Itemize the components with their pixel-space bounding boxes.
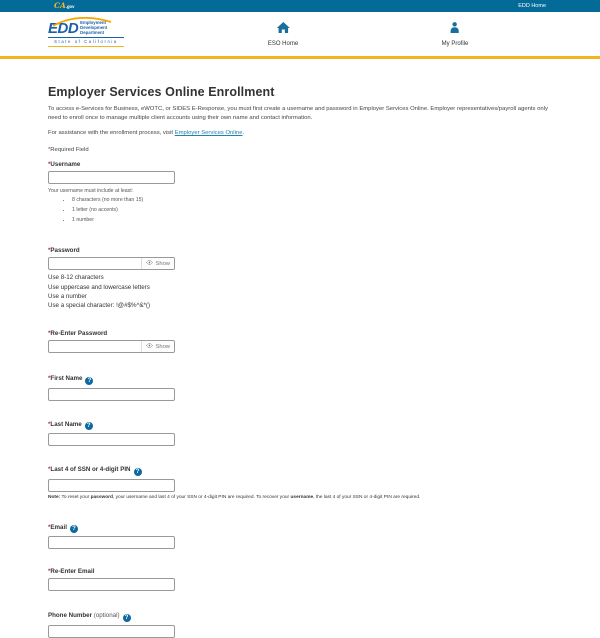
password-label: *Password: [48, 247, 80, 255]
password-input[interactable]: [49, 258, 141, 269]
show-label: Show: [155, 260, 170, 267]
person-icon: [450, 20, 460, 38]
last-name-field-group: [48, 421, 552, 447]
username-rule: • 1 number: [72, 217, 552, 223]
reenter-email-field-group: [48, 568, 552, 591]
edd-home-link[interactable]: EDD Home: [518, 3, 546, 9]
eye-icon: [146, 343, 153, 350]
help-icon[interactable]: ?: [70, 525, 78, 533]
username-rules-intro: Your username must include at least:: [48, 188, 134, 195]
employer-services-online-link[interactable]: Employer Services Online: [174, 129, 243, 136]
email-label: *Email ?: [48, 524, 552, 534]
phone-input[interactable]: [48, 625, 175, 638]
intro-paragraph: To access e-Services for Business, eWOTC, or SIDES E-Response, you must first create a username and password in Employer Services Online. Employer representatives/payroll agents only need to enroll once to manage multiple client accounts using their own name and contact information.: [48, 106, 548, 122]
help-icon[interactable]: ?: [85, 377, 93, 385]
required-marker: *: [48, 147, 51, 154]
edd-logo-line: Employment: [80, 20, 106, 25]
ca-gov-logo-ca: CA: [54, 0, 66, 10]
edd-logo-line: Development: [80, 24, 108, 30]
home-icon: [277, 20, 290, 38]
gold-divider: [0, 56, 600, 59]
ssn-pin-field-group: [48, 466, 552, 500]
username-rule: • 1 letter (no accents): [72, 207, 552, 213]
reenter-email-label: *Re-Enter Email: [48, 568, 95, 576]
nav-my-profile-label: My Profile: [441, 41, 469, 47]
password-rule: Use 8-12 characters: [48, 274, 104, 282]
edd-logo-swoosh-icon: [50, 14, 114, 32]
password-input-wrap: [48, 257, 175, 270]
ssn-pin-label: *Last 4 of SSN or 4-digit PIN ?: [48, 466, 552, 476]
email-field-group: [48, 524, 552, 550]
assistance-paragraph: For assistance with the enrollment process, visit Employer Services Online.: [48, 129, 245, 136]
phone-field-group: [48, 612, 552, 638]
username-input[interactable]: [48, 171, 175, 184]
email-input[interactable]: [48, 536, 175, 549]
nav-my-profile[interactable]: [442, 20, 469, 47]
required-marker: *: [48, 420, 51, 428]
reenter-password-show-button[interactable]: [141, 341, 174, 352]
required-marker: *: [48, 330, 51, 338]
nav-eso-home-label: ESO Home: [267, 41, 299, 47]
first-name-label: *First Name ?: [48, 375, 552, 385]
site-header: [0, 12, 600, 56]
edd-logo[interactable]: [48, 16, 124, 47]
username-rules-list: [48, 197, 552, 223]
phone-label: Phone Number (optional) ?: [48, 612, 552, 622]
reenter-password-label: *Re-Enter Password: [48, 330, 108, 338]
ssn-pin-input[interactable]: [48, 479, 175, 492]
password-rule: Use a special character: !@#$%^&*(): [48, 302, 151, 310]
ca-gov-logo-gov: .gov: [65, 3, 75, 9]
last-name-label: *Last Name ?: [48, 421, 552, 431]
ssn-pin-note: Note: To reset your password, your username and last 4 of your SSN or 4-digit PIN are required. To recover your username, the last 4 of your SSN or 4-digit PIN are required.: [48, 494, 421, 500]
eye-icon: [146, 260, 153, 267]
edd-logo-tagline: State of California: [48, 37, 124, 44]
required-marker: *: [48, 523, 51, 531]
first-name-input[interactable]: [48, 388, 175, 401]
help-icon[interactable]: ?: [134, 468, 142, 476]
ca-gov-logo[interactable]: [54, 0, 74, 13]
help-icon[interactable]: ?: [123, 614, 131, 622]
required-marker: *: [48, 247, 51, 255]
edd-logo-acronym: EDD: [48, 20, 79, 38]
last-name-input[interactable]: [48, 433, 175, 446]
reenter-email-input[interactable]: [48, 578, 175, 591]
required-field-note: *Required Field: [48, 147, 89, 154]
required-marker: *: [48, 466, 51, 474]
password-rule: Use a number: [48, 292, 87, 300]
password-show-button[interactable]: [141, 258, 174, 269]
phone-optional-suffix: (optional): [92, 612, 120, 620]
help-icon[interactable]: ?: [85, 422, 93, 430]
username-label: *Username: [48, 161, 81, 169]
nav-eso-home[interactable]: [268, 20, 298, 47]
password-field-group: [48, 247, 552, 310]
reenter-password-input[interactable]: [49, 341, 141, 352]
username-field-group: [48, 161, 552, 223]
top-utility-bar: [0, 0, 600, 12]
required-marker: *: [48, 568, 51, 576]
reenter-password-input-wrap: [48, 340, 175, 353]
page-title: Employer Services Online Enrollment: [48, 85, 275, 99]
password-rules: [48, 273, 552, 310]
reenter-password-field-group: [48, 330, 552, 353]
first-name-field-group: [48, 375, 552, 401]
password-rule: Use uppercase and lowercase letters: [48, 283, 150, 291]
edd-logo-line: Department: [80, 29, 105, 35]
main-content: [0, 85, 600, 638]
required-marker: *: [48, 375, 51, 383]
required-marker: *: [48, 161, 51, 169]
show-label: Show: [155, 343, 170, 350]
username-rule: • 8 characters (no more than 15): [72, 197, 552, 203]
